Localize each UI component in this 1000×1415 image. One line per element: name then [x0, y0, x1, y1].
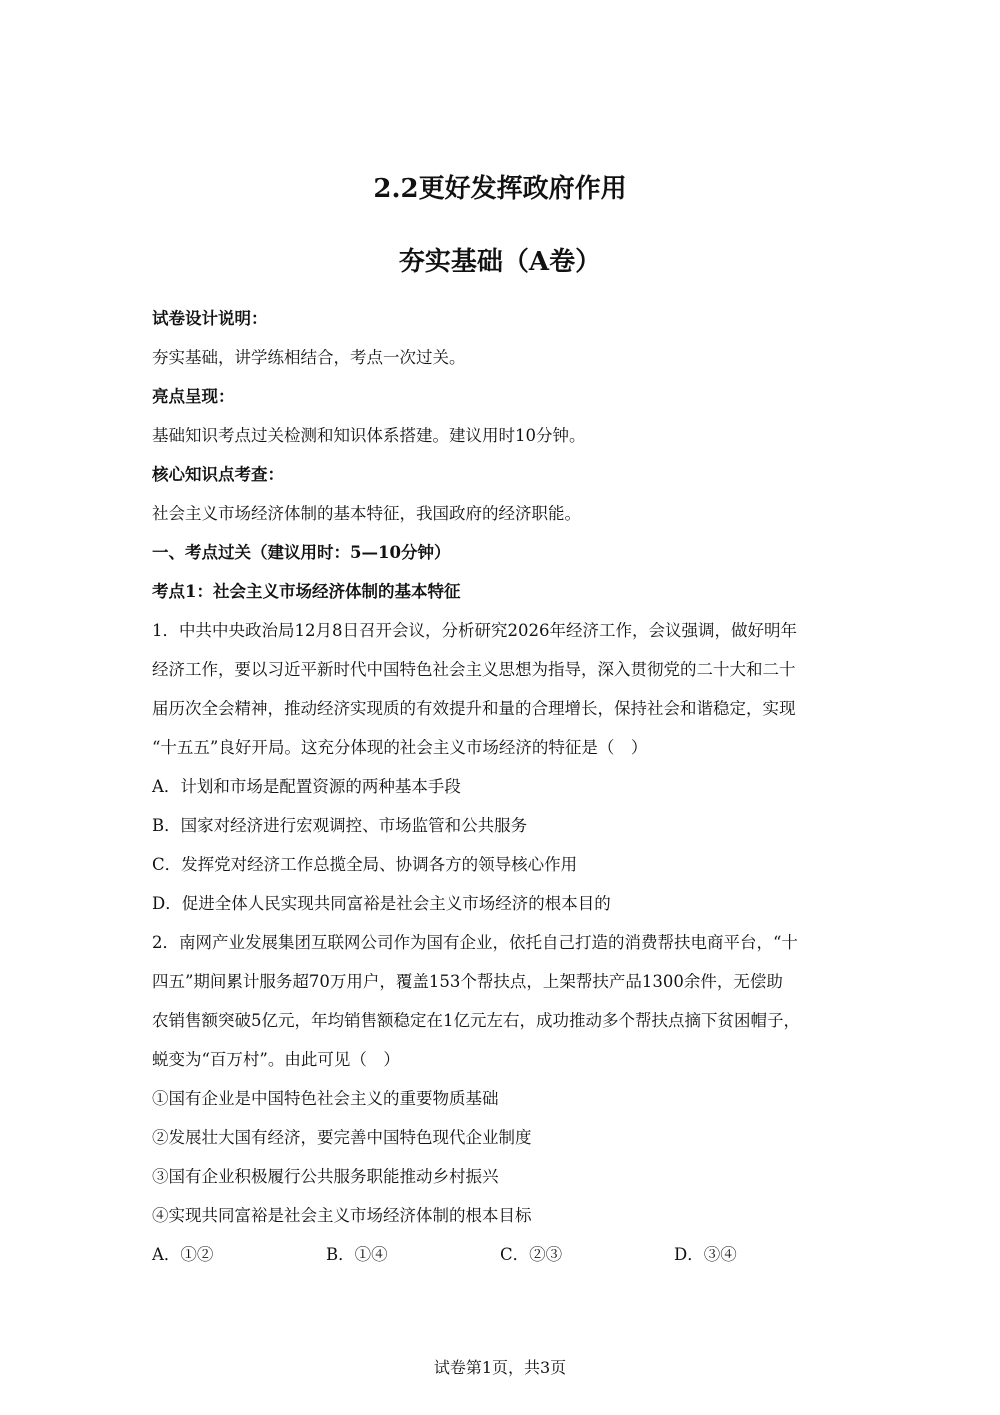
topic-heading: 考点1：社会主义市场经济体制的基本特征	[152, 582, 461, 601]
question-2-stem-line: 2．南网产业发展集团互联网公司作为国有企业，依托自己打造的消费帮扶电商平台，“十	[152, 933, 798, 952]
design-label: 试卷设计说明：	[152, 309, 268, 328]
question-1	[152, 611, 852, 923]
question-1-option-d: D．促进全体人民实现共同富裕是社会主义市场经济的根本目的	[152, 894, 611, 913]
question-1-stem-line: 经济工作，要以习近平新时代中国特色社会主义思想为指导，深入贯彻党的二十大和二十	[152, 660, 796, 679]
question-2-statement-1: ①国有企业是中国特色社会主义的重要物质基础	[152, 1089, 499, 1108]
question-1-option-a: A．计划和市场是配置资源的两种基本手段	[152, 777, 461, 796]
core-text: 社会主义市场经济体制的基本特征，我国政府的经济职能。	[152, 504, 581, 523]
question-2-option-c: C．②③	[500, 1245, 563, 1264]
question-2-option-a: A．①②	[152, 1245, 214, 1264]
question-1-option-b: B．国家对经济进行宏观调控、市场监管和公共服务	[152, 816, 528, 835]
page-title: 2.2更好发挥政府作用	[373, 174, 627, 204]
question-1-stem-line: “十五五”良好开局。这充分体现的社会主义市场经济的特征是（ ）	[152, 738, 648, 757]
question-1-stem-line: 1．中共中央政治局12月8日召开会议，分析研究2026年经济工作，会议强调，做好明年	[152, 621, 797, 640]
design-text: 夯实基础，讲学练相结合，考点一次过关。	[152, 348, 466, 367]
question-2-stem-line: 蜕变为“百万村”。由此可见（ ）	[152, 1050, 400, 1069]
question-2-option-b: B．①④	[326, 1245, 388, 1264]
core-label: 核心知识点考查：	[152, 465, 284, 484]
document-body	[152, 299, 852, 1274]
section-heading: 一、考点过关（建议用时：5—10分钟）	[152, 543, 451, 562]
question-1-stem-line: 届历次全会精神，推动经济实现质的有效提升和量的合理增长，保持社会和谐稳定，实现	[152, 699, 796, 718]
question-2-options	[152, 1235, 852, 1274]
page-subtitle: 夯实基础（A卷）	[398, 247, 602, 277]
question-2-statement-3: ③国有企业积极履行公共服务职能推动乡村振兴	[152, 1167, 499, 1186]
question-2	[152, 923, 852, 1274]
highlight-label: 亮点呈现：	[152, 387, 235, 406]
question-2-statement-2: ②发展壮大国有经济，要完善中国特色现代企业制度	[152, 1128, 532, 1147]
highlight-text: 基础知识考点过关检测和知识体系搭建。建议用时10分钟。	[152, 426, 586, 445]
question-1-option-c: C．发挥党对经济工作总揽全局、协调各方的领导核心作用	[152, 855, 578, 874]
question-2-option-d: D．③④	[674, 1245, 737, 1264]
question-2-stem-line: 农销售额突破5亿元，年均销售额稳定在1亿元左右，成功推动多个帮扶点摘下贫困帽子，	[152, 1011, 800, 1030]
page-footer: 试卷第1页，共3页	[433, 1358, 567, 1377]
question-2-stem-line: 四五”期间累计服务超70万用户，覆盖153个帮扶点，上架帮扶产品1300余件，无偿助	[152, 972, 783, 991]
question-2-statement-4: ④实现共同富裕是社会主义市场经济体制的根本目标	[152, 1206, 532, 1225]
